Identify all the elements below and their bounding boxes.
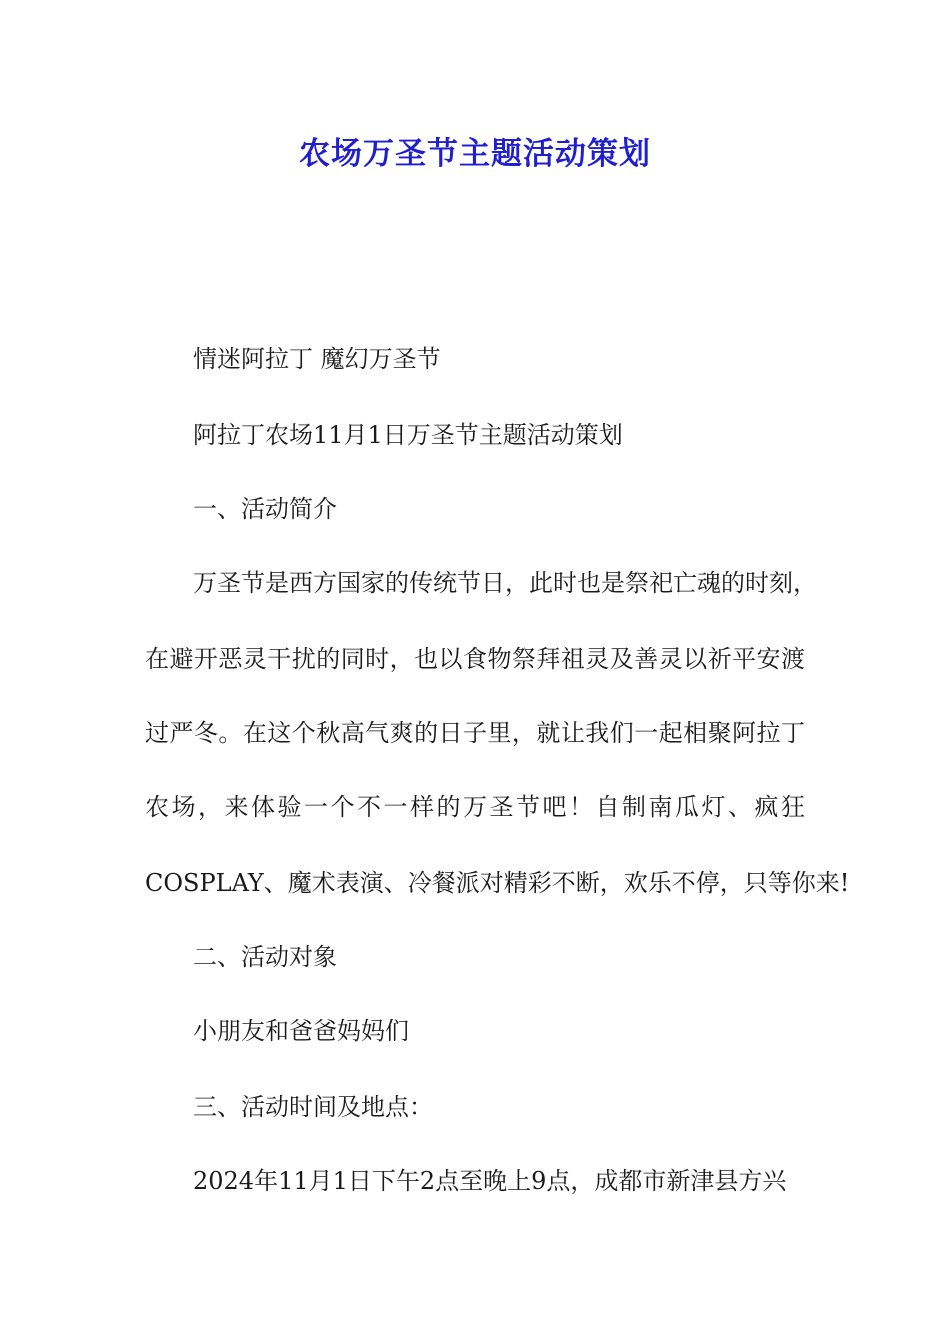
audience-text: 小朋友和爸爸妈妈们 [193, 1017, 409, 1045]
section-heading-audience: 二、活动对象 [193, 943, 337, 971]
intro-paragraph-line-5: COSPLAY、魔术表演、冷餐派对精彩不断，欢乐不停，只等你来! [145, 869, 850, 897]
intro-paragraph-line-3: 过严冬。在这个秋高气爽的日子里，就让我们一起相聚阿拉丁 [145, 719, 805, 747]
intro-paragraph-line-1: 万圣节是西方国家的传统节日，此时也是祭祀亡魂的时刻， [193, 569, 817, 597]
section-heading-time-place: 三、活动时间及地点： [193, 1093, 433, 1121]
section-heading-intro: 一、活动简介 [193, 495, 337, 523]
intro-paragraph-line-4: 农场，来体验一个不一样的万圣节吧！自制南瓜灯、疯狂 [145, 793, 805, 821]
time-place-text: 2024年11月1日下午2点至晚上9点，成都市新津县方兴 [193, 1167, 787, 1195]
event-slogan: 情迷阿拉丁 魔幻万圣节 [193, 345, 441, 373]
intro-paragraph-line-2: 在避开恶灵干扰的同时，也以食物祭拜祖灵及善灵以祈平安渡 [145, 645, 805, 673]
event-subtitle: 阿拉丁农场11月1日万圣节主题活动策划 [193, 421, 623, 449]
document-title: 农场万圣节主题活动策划 [299, 136, 651, 172]
